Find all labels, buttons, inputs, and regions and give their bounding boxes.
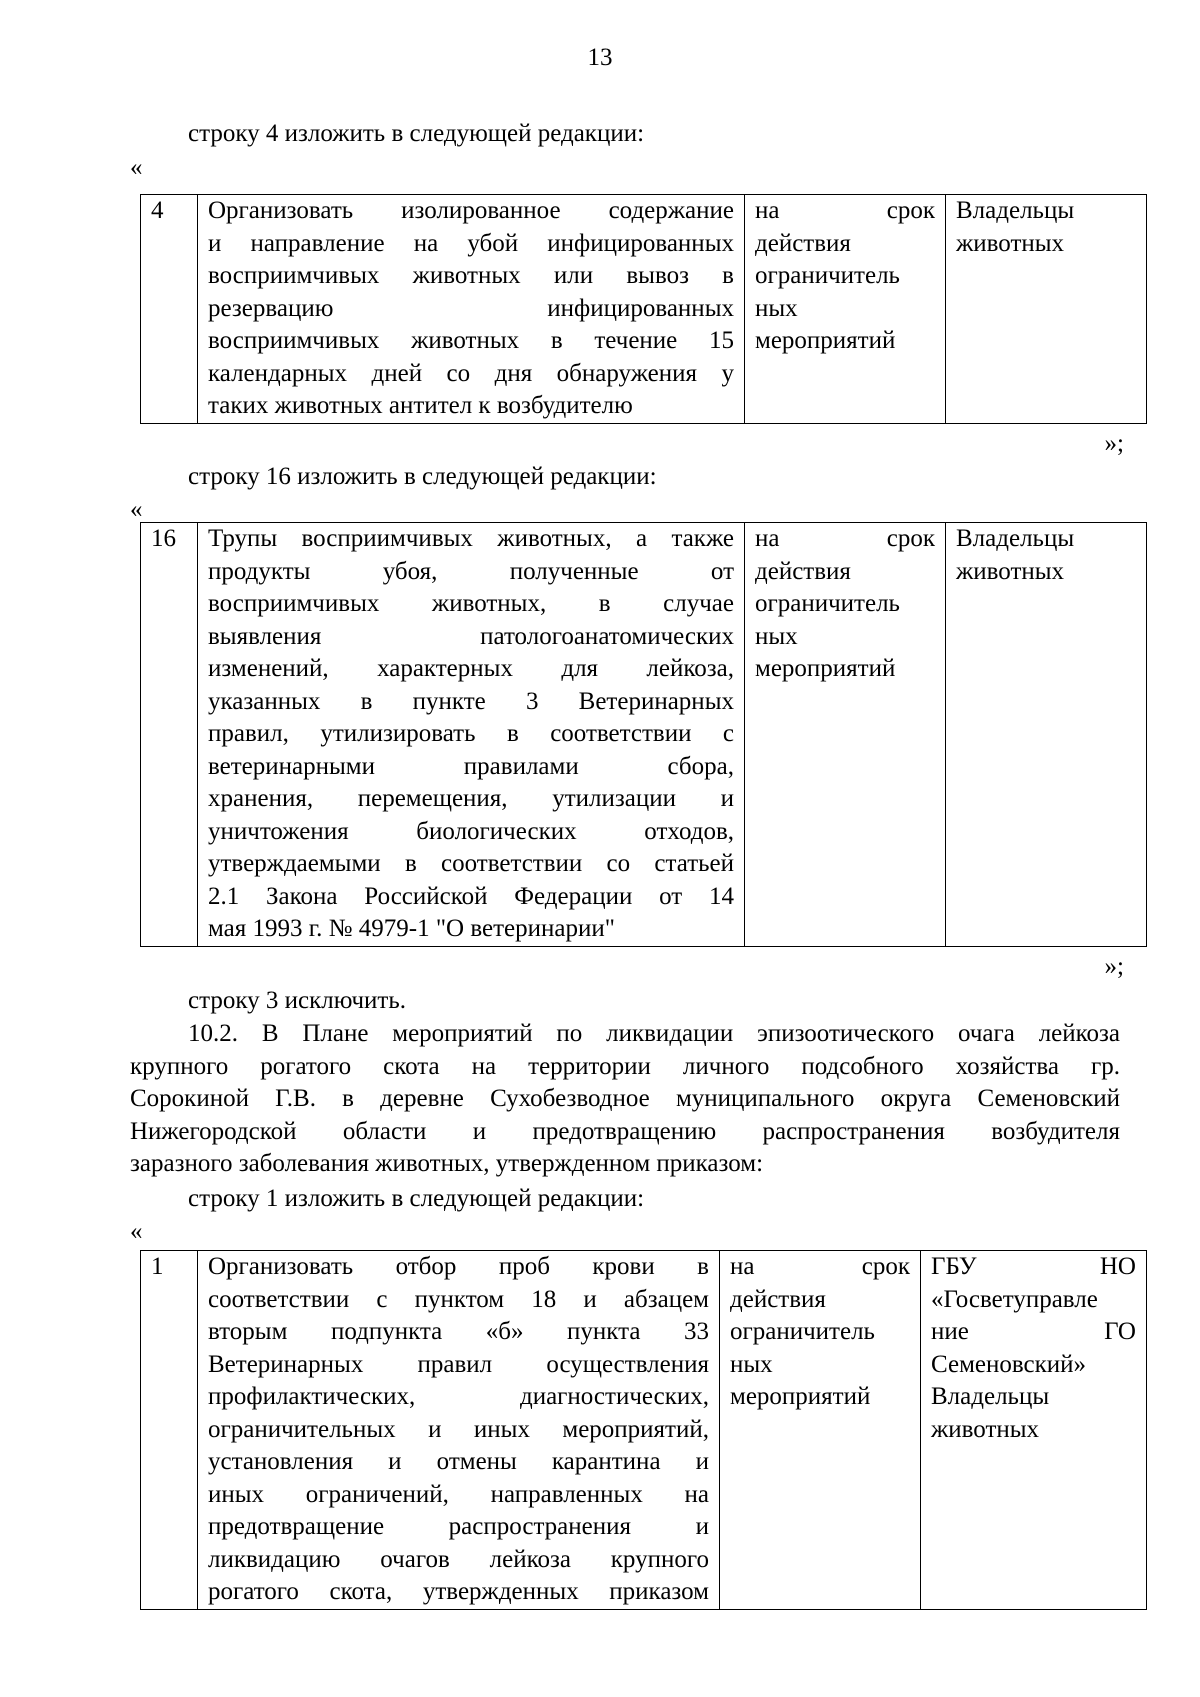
text-line: действия — [755, 557, 851, 585]
text-line: календарных дней со дня обнаружения у — [208, 359, 734, 387]
block3-table — [140, 1250, 1147, 1610]
text-line: хранения, перемещения, утилизации и — [208, 785, 734, 812]
text-line: ограничитель — [755, 262, 900, 289]
block1-quote-close: »; — [1104, 430, 1124, 457]
text-line: Владельцы — [931, 1383, 1050, 1410]
row-term — [745, 523, 946, 947]
text-line: продукты убоя, полученные от — [208, 557, 734, 585]
text-line: Владельцы — [956, 197, 1075, 224]
text-line: ных — [755, 622, 798, 650]
text-line: Ветеринарных правил осуществления — [208, 1350, 709, 1378]
text-line: заразного заболевания животных, утвержденном приказом: — [130, 1150, 764, 1177]
text-line: 2.1 Закона Российской Федерации от 14 — [208, 882, 734, 910]
text-line: мероприятий — [755, 655, 896, 682]
text-line: установления и отмены карантина и — [208, 1448, 709, 1475]
text-line: ных — [755, 294, 798, 322]
text-line: «Госветуправле — [931, 1285, 1098, 1313]
text-line: указанных в пункте 3 Ветеринарных — [208, 687, 734, 715]
text-line: восприимчивых животных в течение 15 — [208, 327, 734, 354]
text-line: ГБУ НО — [931, 1253, 1136, 1280]
block1-table — [140, 194, 1147, 424]
row-term — [720, 1251, 921, 1610]
row-action — [198, 523, 745, 947]
block3-intro: строку 1 изложить в следующей редакции: — [188, 1185, 645, 1212]
table-row — [141, 523, 1147, 947]
text-line: иных ограничений, направленных на — [208, 1480, 709, 1508]
text-line: на срок — [730, 1253, 910, 1280]
text-line: утверждаемыми в соответствии со статьей — [208, 850, 734, 877]
block1-intro: строку 4 изложить в следующей редакции: — [188, 120, 645, 147]
page-number: 13 — [587, 44, 613, 71]
row-responsible — [921, 1251, 1147, 1610]
text-line: животных — [956, 557, 1065, 585]
table-row — [141, 195, 1147, 424]
block2-quote-open: « — [130, 496, 143, 523]
table-row — [141, 1251, 1147, 1610]
text-line: животных — [956, 229, 1065, 257]
text-line: крупного рогатого скота на территории личного подсобного хозяйства гр. — [130, 1052, 1120, 1080]
text-line: действия — [755, 229, 851, 257]
text-line: правил, утилизировать в соответствии с — [208, 720, 734, 747]
text-line: ограничитель — [755, 590, 900, 617]
text-line: Организовать отбор проб крови в — [208, 1253, 709, 1280]
text-line: восприимчивых животных, в случае — [208, 590, 734, 617]
text-line: мероприятий — [755, 327, 896, 354]
text-line: 10.2. В Плане мероприятий по ликвидации эпизоотического очага лейкоза — [188, 1020, 1120, 1047]
text-line: профилактических, диагностических, — [208, 1383, 709, 1410]
text-line: мероприятий — [730, 1383, 871, 1410]
block3-quote-open: « — [130, 1218, 143, 1245]
block2-quote-close: »; — [1104, 953, 1124, 980]
text-line: Сорокиной Г.В. в деревне Сухобезводное муниципального округа Семеновский — [130, 1085, 1120, 1112]
text-line: уничтожения биологических отходов, — [208, 817, 734, 845]
text-line: ограничительных и иных мероприятий, — [208, 1415, 709, 1443]
text-line: таких животных антител к возбудителю — [208, 392, 633, 419]
text-line: на срок — [755, 197, 935, 224]
row-term — [745, 195, 946, 424]
text-line: животных — [931, 1415, 1040, 1443]
text-line: ограничитель — [730, 1318, 875, 1345]
text-line: Владельцы — [956, 525, 1075, 552]
text-line: рогатого скота, утвержденных приказом — [208, 1578, 709, 1605]
row-number: 16 — [141, 523, 198, 947]
text-line: выявления патологоанатомических — [208, 622, 734, 650]
text-line: предотвращение распространения и — [208, 1513, 709, 1540]
text-line: Организовать изолированное содержание — [208, 197, 734, 224]
block2-intro: строку 16 изложить в следующей редакции: — [188, 463, 657, 490]
text-line: действия — [730, 1285, 826, 1313]
text-line: Трупы восприимчивых животных, а также — [208, 525, 734, 552]
text-line: на срок — [755, 525, 935, 552]
text-line: ветеринарными правилами сбора, — [208, 752, 734, 780]
text-line: соответствии с пунктом 18 и абзацем — [208, 1285, 709, 1313]
text-line: вторым подпункта «б» пункта 33 — [208, 1318, 709, 1345]
text-line: изменений, характерных для лейкоза, — [208, 655, 734, 682]
block1-quote-open: « — [130, 154, 143, 181]
row-responsible — [946, 523, 1147, 947]
row-action — [198, 195, 745, 424]
text-line: ных — [730, 1350, 773, 1378]
text-line: Семеновский» — [931, 1350, 1087, 1378]
row-number: 4 — [141, 195, 198, 424]
row-responsible — [946, 195, 1147, 424]
text-line: и направление на убой инфицированных — [208, 229, 734, 257]
text-line: мая 1993 г. № 4979-1 "О ветеринарии" — [208, 915, 615, 942]
block2-table — [140, 522, 1147, 947]
section-10-2 — [130, 1018, 1120, 1181]
row-action — [198, 1251, 720, 1610]
text-line: восприимчивых животных или вывоз в — [208, 262, 734, 289]
text-line: ликвидацию очагов лейкоза крупного — [208, 1545, 709, 1573]
text-line: Нижегородской области и предотвращению распространения возбудителя — [130, 1117, 1120, 1145]
exclude-line: строку 3 исключить. — [188, 987, 406, 1014]
row-number: 1 — [141, 1251, 198, 1610]
text-line: ние ГО — [931, 1318, 1136, 1345]
text-line: резервацию инфицированных — [208, 294, 734, 322]
